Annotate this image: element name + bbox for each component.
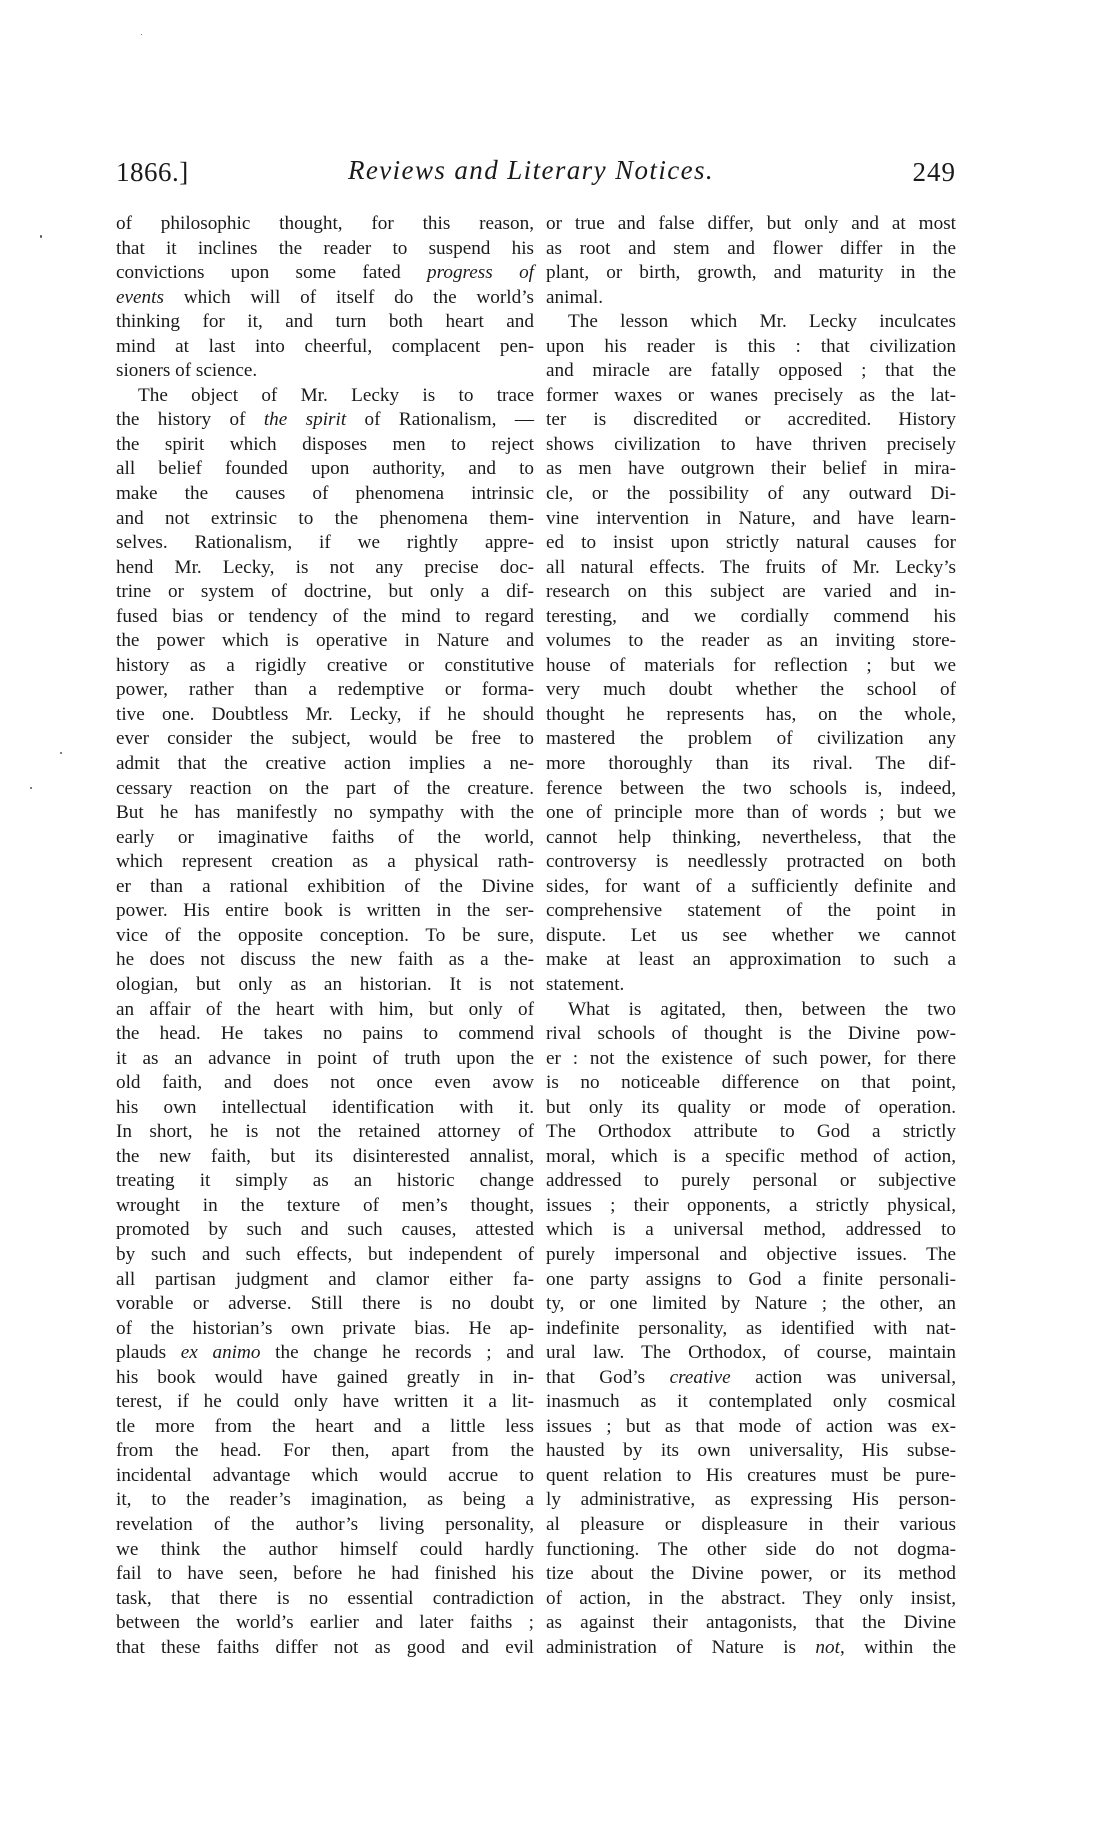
text-line: mastered the problem of civilization any [546,728,956,750]
text-line: plauds ex animo the change he records ; and [116,1342,534,1364]
text-line: thinking for it, and turn both heart and [116,311,534,333]
italic-text: not [815,1636,840,1658]
page-number: 249 [912,157,956,187]
text-line: ed to insist upon strictly natural causes for [546,532,956,554]
text-line: which is a universal method, addressed to [546,1219,956,1241]
text-line: volumes to the reader as an inviting store- [546,630,956,652]
text-line: The Orthodox attribute to God a strictly [546,1121,956,1143]
text-line: treating it simply as an historic change [116,1170,534,1192]
text-line: house of materials for reflection ; but we [546,654,956,676]
text-line: hausted by its own universality, His subse- [546,1440,956,1462]
text-line: ever consider the subject, would be free to [116,728,534,750]
text-line: trine or system of doctrine, but only a dif- [116,581,534,603]
scan-speck [30,787,32,789]
text-line: teresting, and we cordially commend his [546,605,956,627]
text-line: comprehensive statement of the point in [546,900,956,922]
text-line: of action, in the abstract. They only insist, [546,1587,956,1609]
text-line: ologian, but only as an historian. It is not [116,973,534,995]
text-line: er : not the existence of such power, for there [546,1047,956,1069]
text-line: and miracle are fatally opposed ; that the [546,360,956,382]
text-line: former waxes or wanes precisely as the lat- [546,384,956,406]
text-line: it as an advance in point of truth upon the [116,1047,534,1069]
text-line: by such and such effects, but independent of [116,1243,534,1265]
text-line: the head. He takes no pains to commend [116,1023,534,1045]
right-column [546,212,956,1660]
text-line: What is agitated, then, between the two [568,998,956,1020]
text-line: hend Mr. Lecky, is not any precise doc- [116,556,534,578]
text-line: animal. [546,286,604,308]
text-line: that God’s creative action was universal, [546,1366,956,1388]
text-line: promoted by such and such causes, attested [116,1219,534,1241]
text-line: sioners of science. [116,360,258,382]
text-line: between the world’s earlier and later faiths ; [116,1612,534,1634]
text-line: statement. [546,973,625,995]
text-line: rival schools of thought is the Divine pow- [546,1023,956,1045]
text-line: or true and false differ, but only and at most [546,213,956,234]
text-line: inasmuch as it contemplated only cosmical [546,1391,956,1413]
text-line: The object of Mr. Lecky is to trace [138,384,534,406]
running-head-title: Reviews and Literary Notices. [348,155,715,185]
text-line: incidental advantage which would accrue to [116,1464,534,1486]
text-line: we think the author himself could hardly [116,1538,534,1560]
text-line: issues ; but as that mode of action was ex- [546,1415,956,1437]
scan-speck [60,752,62,754]
text-line: which represent creation as a physical rath- [116,851,534,873]
text-line: wrought in the texture of men’s thought, [116,1194,534,1216]
text-line: quent relation to His creatures must be pure- [546,1464,956,1486]
text-line: as root and stem and flower differ in the [546,237,956,259]
text-line: power. His entire book is written in the ser- [116,900,534,922]
text-line: cle, or the possibility of any outward Di- [546,483,956,505]
text-line: ly administrative, as expressing His person- [546,1489,956,1511]
text-line: al pleasure or displeasure in their various [546,1513,956,1535]
text-line: early or imaginative faiths of the world, [116,826,534,848]
text-line: purely impersonal and objective issues. The [546,1243,956,1265]
text-line: issues ; their opponents, a strictly physical, [546,1194,956,1216]
text-line: administration of Nature is not, within the [546,1636,956,1658]
italic-text: creative [669,1366,731,1388]
text-line: In short, he is not the retained attorney of [116,1121,534,1143]
text-line: make at least an approximation to such a [546,949,956,971]
italic-text: ex animo [180,1342,261,1364]
text-line: one of principle more than of words ; but we [546,802,956,824]
text-line: that it inclines the reader to suspend his [116,237,534,259]
text-line: history as a rigidly creative or constitutive [116,654,534,676]
text-line: all belief founded upon authority, and to [116,458,534,480]
text-line: addressed to purely personal or subjective [546,1170,956,1192]
text-line: events which will of itself do the world’s [116,286,534,308]
text-line: revelation of the author’s living personality, [116,1513,534,1535]
text-line: terest, if he could only have written it a lit- [116,1391,534,1413]
text-line: is no noticeable difference on that point, [546,1072,956,1094]
text-line: cannot help thinking, nevertheless, that the [546,826,956,848]
text-line: from the head. For then, apart from the [116,1440,534,1462]
text-line: all partisan judgment and clamor either fa- [116,1268,534,1290]
text-line: one party assigns to God a finite personali- [546,1268,956,1290]
text-line: convictions upon some fated progress of [116,262,534,284]
text-line: ter is discredited or accredited. History [546,409,956,431]
text-line: plant, or birth, growth, and maturity in the [546,262,956,284]
text-line: of philosophic thought, for this reason, [116,213,534,234]
text-line: and not extrinsic to the phenomena them- [116,507,534,529]
italic-text: progress of [427,262,534,284]
left-column [116,212,534,1660]
text-line: cessary reaction on the part of the creature. [116,777,534,799]
text-line: But he has manifestly no sympathy with the [116,802,534,824]
text-line: it, to the reader’s imagination, as being a [116,1489,534,1511]
text-line: the history of the spirit of Rationalism, — [116,409,535,431]
text-line: er than a rational exhibition of the Divine [116,875,534,897]
text-line: tle more from the heart and a little less [116,1415,534,1437]
text-line: ty, or one limited by Nature ; the other, an [546,1293,956,1315]
text-line: but only its quality or mode of operation. [546,1096,956,1118]
text-line: he does not discuss the new faith as a the- [116,949,534,971]
text-line: vine intervention in Nature, and have learn- [546,507,956,529]
running-head [116,155,956,191]
text-line: vice of the opposite conception. To be sure, [116,924,534,946]
text-line: his own intellectual identification with it. [116,1096,534,1118]
text-line: as against their antagonists, that the Divine [546,1612,956,1634]
text-line: the new faith, but its disinterested annalist, [116,1145,534,1167]
text-line: an affair of the heart with him, but only of [116,998,534,1020]
text-line: admit that the creative action implies a ne- [116,753,534,775]
text-line: power, rather than a redemptive or forma- [116,679,534,701]
text-line: fused bias or tendency of the mind to regard [116,605,534,627]
text-line: dispute. Let us see whether we cannot [546,924,956,946]
text-line: selves. Rationalism, if we rightly appre- [116,532,534,554]
text-line: thought he represents has, on the whole, [546,703,956,725]
text-line: ural law. The Orthodox, of course, maintain [546,1342,956,1364]
text-line: shows civilization to have thriven precisely [546,433,956,455]
text-line: moral, which is a specific method of action, [546,1145,956,1167]
italic-text: the spirit [263,409,347,431]
text-line: research on this subject are varied and in- [546,581,956,603]
text-line: very much doubt whether the school of [546,679,956,701]
text-line: The lesson which Mr. Lecky inculcates [568,311,956,333]
text-line: as men have outgrown their belief in mira- [546,458,956,480]
text-line: that these faiths differ not as good and evil [116,1636,534,1658]
text-line: functioning. The other side do not dogma- [546,1538,956,1560]
text-line: more thoroughly than its rival. The dif- [546,753,956,775]
text-line: tive one. Doubtless Mr. Lecky, if he should [116,703,534,725]
text-line: old faith, and does not once even avow [116,1072,534,1094]
italic-text: events [116,286,164,308]
text-line: sides, for want of a sufficiently definite and [546,875,956,897]
text-line: task, that there is no essential contradiction [116,1587,534,1609]
text-line: his book would have gained greatly in in- [116,1366,534,1388]
text-line: upon his reader is this : that civilization [546,335,956,357]
text-line: the power which is operative in Nature and [116,630,534,652]
text-line: fail to have seen, before he had finished his [116,1563,534,1585]
text-line: tize about the Divine power, or its method [546,1563,956,1585]
text-line: all natural effects. The fruits of Mr. Lecky’s [546,556,956,578]
text-line: vorable or adverse. Still there is no doubt [116,1293,534,1315]
scan-speck [40,235,42,238]
text-line: indefinite personality, as identified with nat- [546,1317,956,1339]
text-line: of the historian’s own private bias. He ap- [116,1317,534,1339]
text-line: mind at last into cheerful, complacent pen- [116,335,534,357]
text-line: controversy is needlessly protracted on both [546,851,956,873]
scan-speck [141,34,142,35]
text-line: ference between the two schools is, indeed, [546,777,956,799]
running-head-year: 1866.] [116,157,189,187]
text-line: make the causes of phenomena intrinsic [116,483,534,505]
text-line: the spirit which disposes men to reject [116,433,534,455]
